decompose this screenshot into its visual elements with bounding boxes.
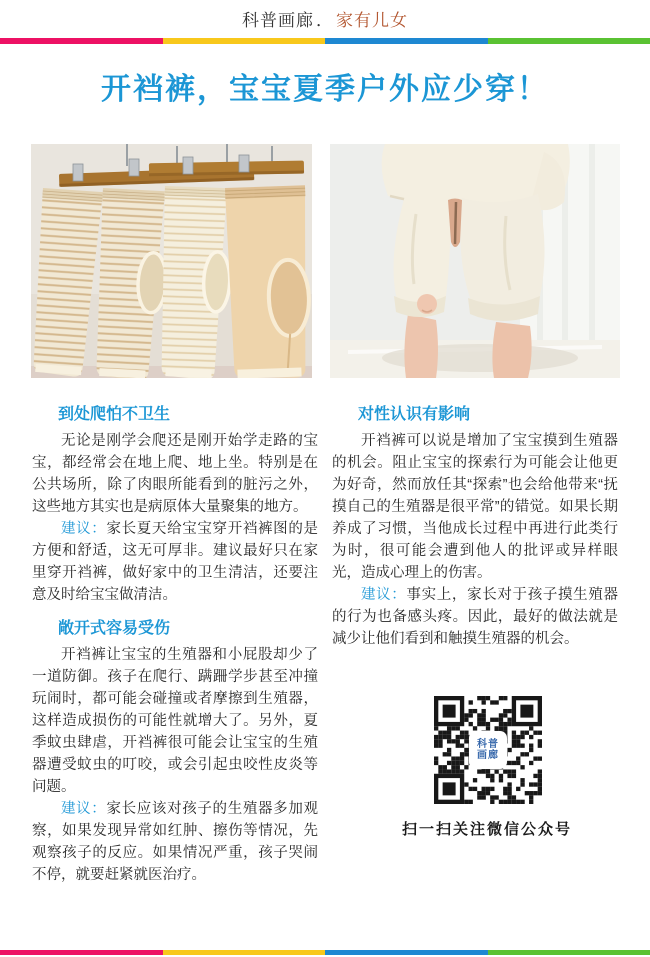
rainbow-segment [488, 38, 650, 44]
section-crawl-heading: 到处爬怕不卫生 [58, 406, 171, 423]
rainbow-divider-top [0, 38, 650, 44]
masthead-brand: 科普画廊 [242, 11, 314, 30]
rainbow-segment [163, 950, 326, 955]
section-injury [32, 618, 318, 886]
rainbow-segment [0, 950, 163, 955]
advice-text: 家长夏天给宝宝穿开裆裤图的是方便和舒适，这无可厚非。建议最好只在家里穿开裆裤，做好家中的卫生清洁，还要注意及时给宝宝做清洁。 [32, 521, 318, 603]
section-crawl-advice [32, 518, 318, 606]
qr-logo-line1: 科普 [477, 739, 499, 750]
qr-caption: 扫一扫关注微信公众号 [401, 822, 572, 838]
rainbow-segment [325, 950, 488, 955]
rainbow-segment [0, 38, 163, 44]
rainbow-divider-bottom [0, 950, 650, 955]
masthead-section: 家有儿女 [336, 11, 408, 30]
advice-text: 事实上，家长对于孩子摸生殖器的行为也备感头疼。因此，最好的做法就是减少让他们看到和触摸生殖器的机会。 [332, 587, 618, 647]
section-injury-advice [32, 798, 318, 886]
rainbow-segment [488, 950, 650, 955]
baby-pants-illustration [330, 144, 620, 378]
section-cognition [332, 404, 618, 650]
masthead-separator: ． [316, 11, 334, 30]
section-cognition-heading: 对性认识有影响 [358, 406, 471, 423]
advice-label: 建议： [61, 801, 107, 817]
poster-title: 开裆裤，宝宝夏季户外应少穿！ [101, 73, 549, 106]
qr-center-logo [471, 733, 505, 767]
section-crawl-body: 无论是刚学会爬还是刚开始学走路的宝宝，都经常会在地上爬、地上坐。特别是在公共场所，除了肉眼所能看到的脏污之外，这些地方其实也是病原体大量聚集的地方。 [32, 433, 318, 515]
column-right [332, 404, 618, 662]
qr-logo-line2: 画廊 [477, 750, 499, 761]
wechat-qr-code [434, 696, 542, 804]
section-cognition-body: 开裆裤可以说是增加了宝宝摸到生殖器的机会。阻止宝宝的探索行为可能会让他更为好奇，然而放任其“探索”也会给他带来“抚摸自己的生殖器是很平常”的错觉。如果长期养成了习惯，当他成长过程中再进行此类行为时，很可能会遭到他人的批评或异样眼光，造成心理上的伤害。 [332, 433, 618, 581]
rainbow-segment [325, 38, 488, 44]
column-left [32, 404, 318, 898]
section-cognition-advice [332, 584, 618, 650]
section-injury-body: 开裆裤让宝宝的生殖器和小屁股却少了一道防御。孩子在爬行、蹒跚学步甚至冲撞玩闹时，都可能会碰撞或者摩擦到生殖器，这样造成损伤的可能性就增大了。另外，夏季蚊虫肆虐，开裆裤很可能会让宝宝的生殖器遭受蚊虫的叮咬，或会引起虫咬性皮炎等问题。 [32, 647, 318, 795]
advice-label: 建议： [61, 521, 107, 537]
section-crawl [32, 404, 318, 606]
masthead [0, 9, 650, 33]
rainbow-segment [163, 38, 326, 44]
photo-pants-on-hangers [31, 144, 312, 378]
pants-on-hangers-illustration [31, 144, 312, 378]
advice-text: 家长应该对孩子的生殖器多加观察，如果发现异常如红肿、擦伤等情况，先观察孩子的反应。如果情况严重，孩子哭闹不停，就要赶紧就医治疗。 [32, 801, 318, 883]
advice-label: 建议： [361, 587, 407, 603]
section-injury-heading: 敞开式容易受伤 [58, 620, 171, 637]
photo-baby-open-crotch-pants [330, 144, 620, 378]
